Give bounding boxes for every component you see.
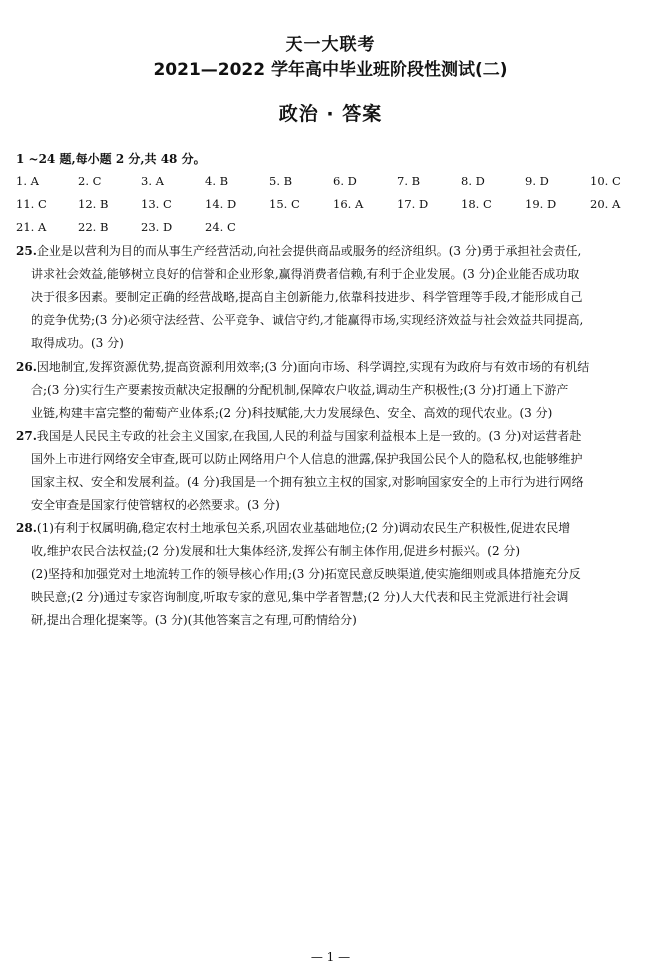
answer-line: 国外上市进行网络安全审查,既可以防止网络用户个人信息的泄露,保护我国公民个人的隐私权,也能够维护 [31, 452, 583, 466]
answer-item: 20. A [590, 197, 621, 211]
answer-item: 3. A [141, 174, 164, 188]
question-number: 27. [16, 429, 37, 443]
answer-text: 企业是以营利为目的而从事生产经营活动,向社会提供商品或服务的经济组织。(3 分)勇于承担社会责任, [36, 244, 582, 258]
answer-item: 23. D [141, 220, 173, 234]
answer-line [16, 240, 648, 263]
answer-item: 10. C [590, 174, 621, 188]
answer-line: 安全审查是国家行使管辖权的必然要求。(3 分) [31, 498, 280, 512]
question-number: 25. [16, 244, 37, 258]
answer-line: 讲求社会效益,能够树立良好的信誉和企业形象,赢得消费者信赖,有利于企业发展。(3 分)企业能否成功取 [31, 267, 580, 281]
answer-line: 收,维护农民合法权益;(2 分)发展和壮大集体经济,发挥公有制主体作用,促进乡村振兴。(2 分) [31, 544, 521, 558]
answer-item: 21. A [16, 220, 47, 234]
choice-intro: 1 ~24 题,每小题 2 分,共 48 分。 [16, 152, 206, 166]
question-number: 26. [16, 360, 37, 374]
answer-item: 17. D [397, 197, 429, 211]
answer-line: 决于很多因素。要制定正确的经营战略,提高自主创新能力,依靠科技进步、科学管理等手段,才能形成自己 [31, 290, 583, 304]
answer-line: 合;(3 分)实行生产要素按贡献决定报酬的分配机制,保障农户收益,调动生产积极性;(3 分)打通上下游产 [31, 383, 569, 397]
answer-text: 因地制宜,发挥资源优势,提高资源利用效率;(3 分)面向市场、科学调控,实现有为政府与有效市场的有机结 [36, 360, 590, 374]
page-number: — 1 — [310, 950, 351, 964]
question-25-answer [16, 240, 648, 355]
answer-item: 18. C [461, 197, 492, 211]
answer-line: 的竞争优势;(3 分)必须守法经营、公平竞争、诚信守约,才能赢得市场,实现经济效益与社会效益共同提高, [31, 313, 584, 327]
answer-item: 8. D [461, 174, 485, 188]
answer-item: 14. D [205, 197, 237, 211]
answer-line: 研,提出合理化提案等。(3 分)(其他答案言之有理,可酌情给分) [31, 613, 357, 627]
answer-item: 13. C [141, 197, 172, 211]
answer-item: 11. C [16, 197, 47, 211]
answer-item: 19. D [525, 197, 557, 211]
answer-item: 22. B [78, 220, 109, 234]
choice-answer-grid [16, 174, 646, 243]
answer-item: 9. D [525, 174, 549, 188]
answer-item: 6. D [333, 174, 357, 188]
exam-organizer-title: 天一大联考 [285, 35, 376, 55]
answer-item: 5. B [269, 174, 293, 188]
answer-item: 15. C [269, 197, 300, 211]
answer-item: 1. A [16, 174, 39, 188]
answer-row [16, 174, 646, 197]
answer-line [16, 356, 648, 379]
subject-answer-title: 政治 · 答案 [278, 103, 383, 125]
answer-item: 12. B [78, 197, 109, 211]
answer-line: (2)坚持和加强党对土地流转工作的领导核心作用;(3 分)拓宽民意反映渠道,使实施细则或具体措施充分反 [31, 567, 581, 581]
answer-text: (1)有利于权属明确,稳定农村土地承包关系,巩固农业基础地位;(2 分)调动农民生产积极性,促进农民增 [36, 521, 571, 535]
exam-session-title: 2021—2022 学年高中毕业班阶段性测试(二) [153, 60, 508, 80]
answer-row [16, 197, 646, 220]
answer-line: 业链,构建丰富完整的葡萄产业体系;(2 分)科技赋能,大力发展绿色、安全、高效的现代农业。(3 分) [31, 406, 553, 420]
answer-line [16, 517, 648, 540]
question-26-answer [16, 356, 648, 425]
question-28-answer [16, 517, 648, 632]
answer-line: 映民意;(2 分)通过专家咨询制度,听取专家的意见,集中学者智慧;(2 分)人大代表和民主党派进行社会调 [31, 590, 569, 604]
answer-item: 16. A [333, 197, 364, 211]
answer-item: 7. B [397, 174, 421, 188]
answer-line: 取得成功。(3 分) [31, 336, 124, 350]
answer-item: 4. B [205, 174, 229, 188]
answer-line [16, 425, 648, 448]
answer-item: 2. C [78, 174, 102, 188]
answer-item: 24. C [205, 220, 236, 234]
question-number: 28. [16, 521, 37, 535]
answer-line: 国家主权、安全和发展利益。(4 分)我国是一个拥有独立主权的国家,对影响国家安全的上市行为进行网络 [31, 475, 584, 489]
answer-text: 我国是人民民主专政的社会主义国家,在我国,人民的利益与国家利益根本上是一致的。(3 分)对运营者赴 [36, 429, 582, 443]
question-27-answer [16, 425, 648, 517]
